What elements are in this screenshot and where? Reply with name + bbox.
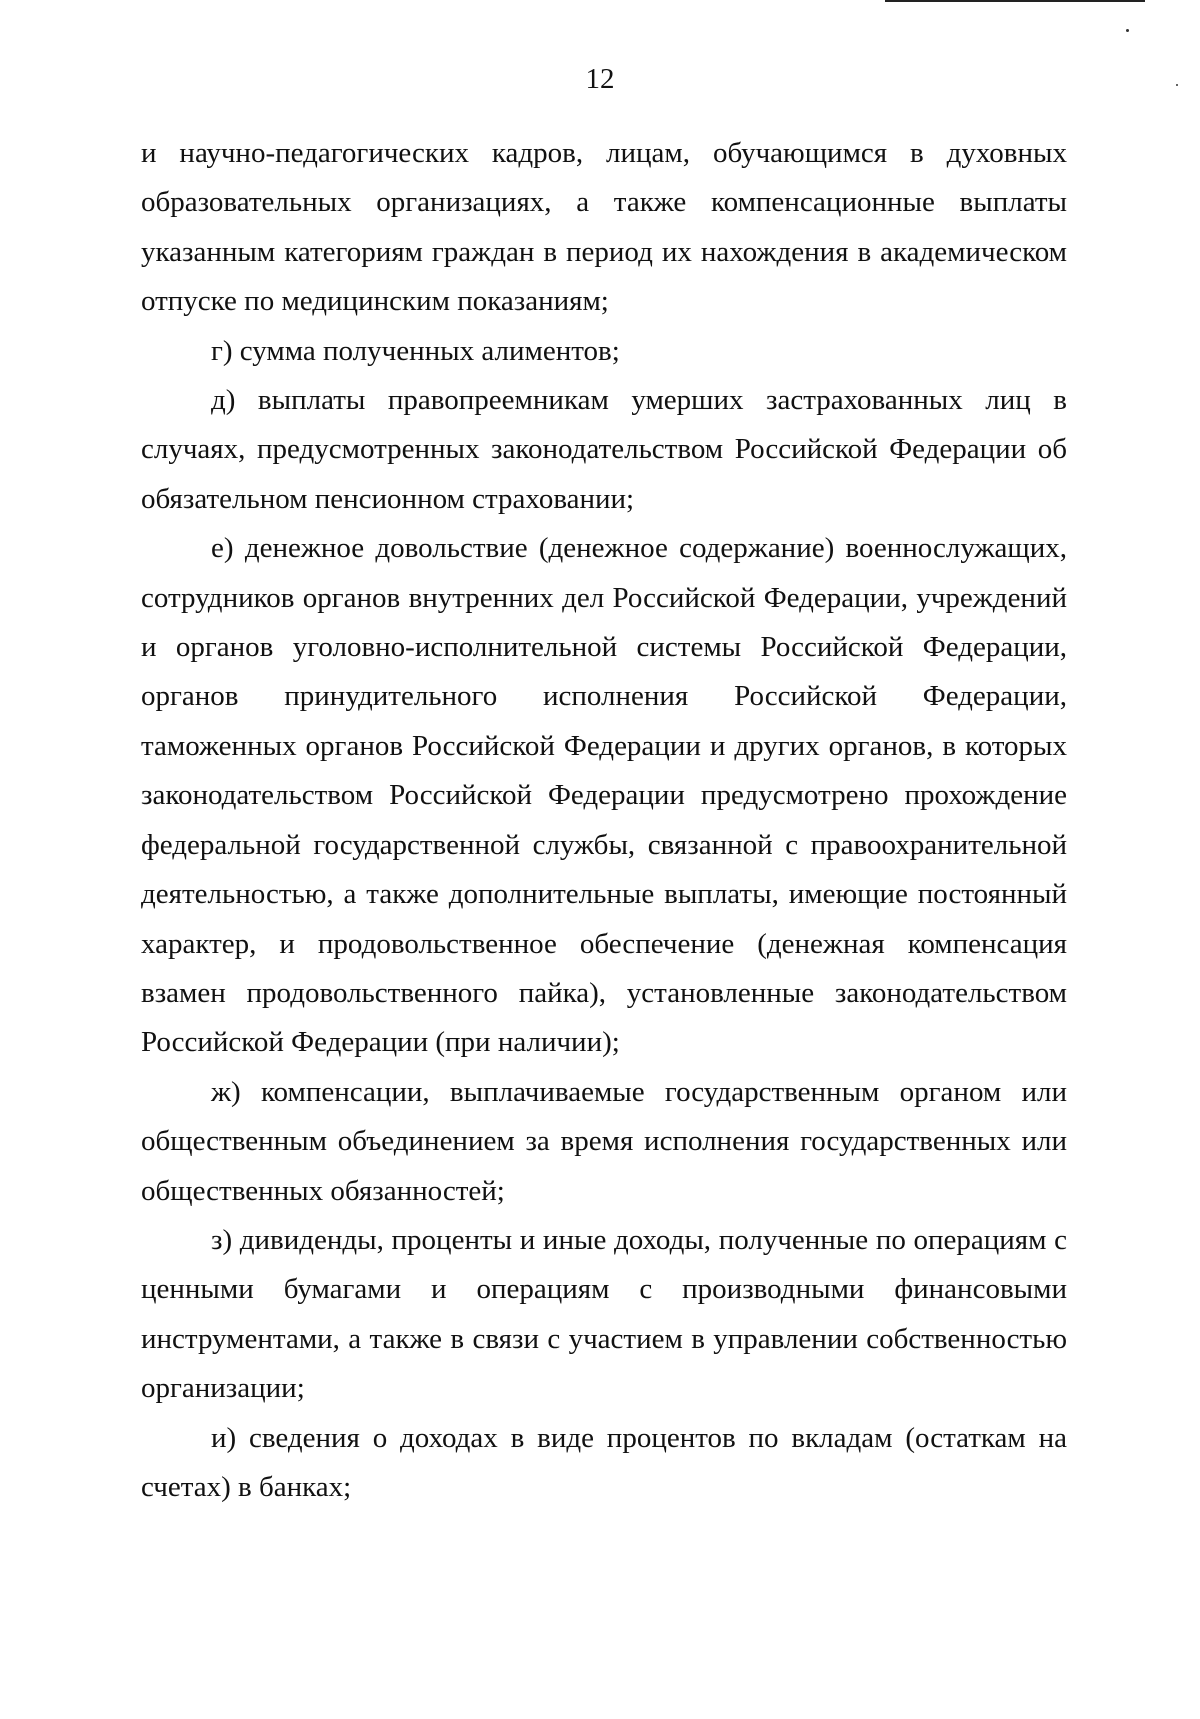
top-scan-rule (885, 0, 1145, 2)
paragraph-item-i: и) сведения о доходах в виде процентов по вкладам (остаткам на счетах) в банках; (141, 1421, 1067, 1503)
paragraph-item-g: г) сумма полученных алиментов; (211, 334, 620, 367)
paragraph-item-z: з) дивиденды, проценты и иные доходы, полученные по операциям с ценными бумагами и операциям с производными финансовыми инструментами, а также в связи с участием в управлении собственностью организации; (141, 1223, 1067, 1405)
page-number: 12 (585, 63, 615, 95)
paragraph-item-zh: ж) компенсации, выплачиваемые государственным органом или общественным объединением за время исполнения государственных или общественных обязанностей; (141, 1075, 1067, 1207)
document-body (141, 129, 1067, 1512)
paragraph-item-d: д) выплаты правопреемникам умерших застрахованных лиц в случаях, предусмотренных законодательством Российской Федерации об обязательном пенсионном страховании; (141, 384, 1067, 515)
paragraph-continuation: и научно-педагогических кадров, лицам, обучающимся в духовных образовательных организациях, а также компенсационные выплаты указанным категориям граждан в период их нахождения в академическом отпуске по медицинским показаниям; (141, 137, 1067, 318)
paragraph-item-e: е) денежное довольствие (денежное содержание) военнослужащих, сотрудников органов внутренних дел Российской Федерации, учреждений и органов уголовно-исполнительной системы Российской Федерации, органов принудительного исполнения Российской Федерации, таможенных органов Российской Федерации и других органов, в которых законодательством Российской Федерации предусмотрено прохождение федеральной государственной службы, связанной с правоохранительной деятельностью, а также дополнительные выплаты, имеющие постоянный характер, и продовольственное обеспечение (денежная компенсация взамен продовольственного пайка), установленные законодательством Российской Федерации (при наличии); (141, 532, 1067, 1059)
scan-speck (1126, 29, 1129, 32)
